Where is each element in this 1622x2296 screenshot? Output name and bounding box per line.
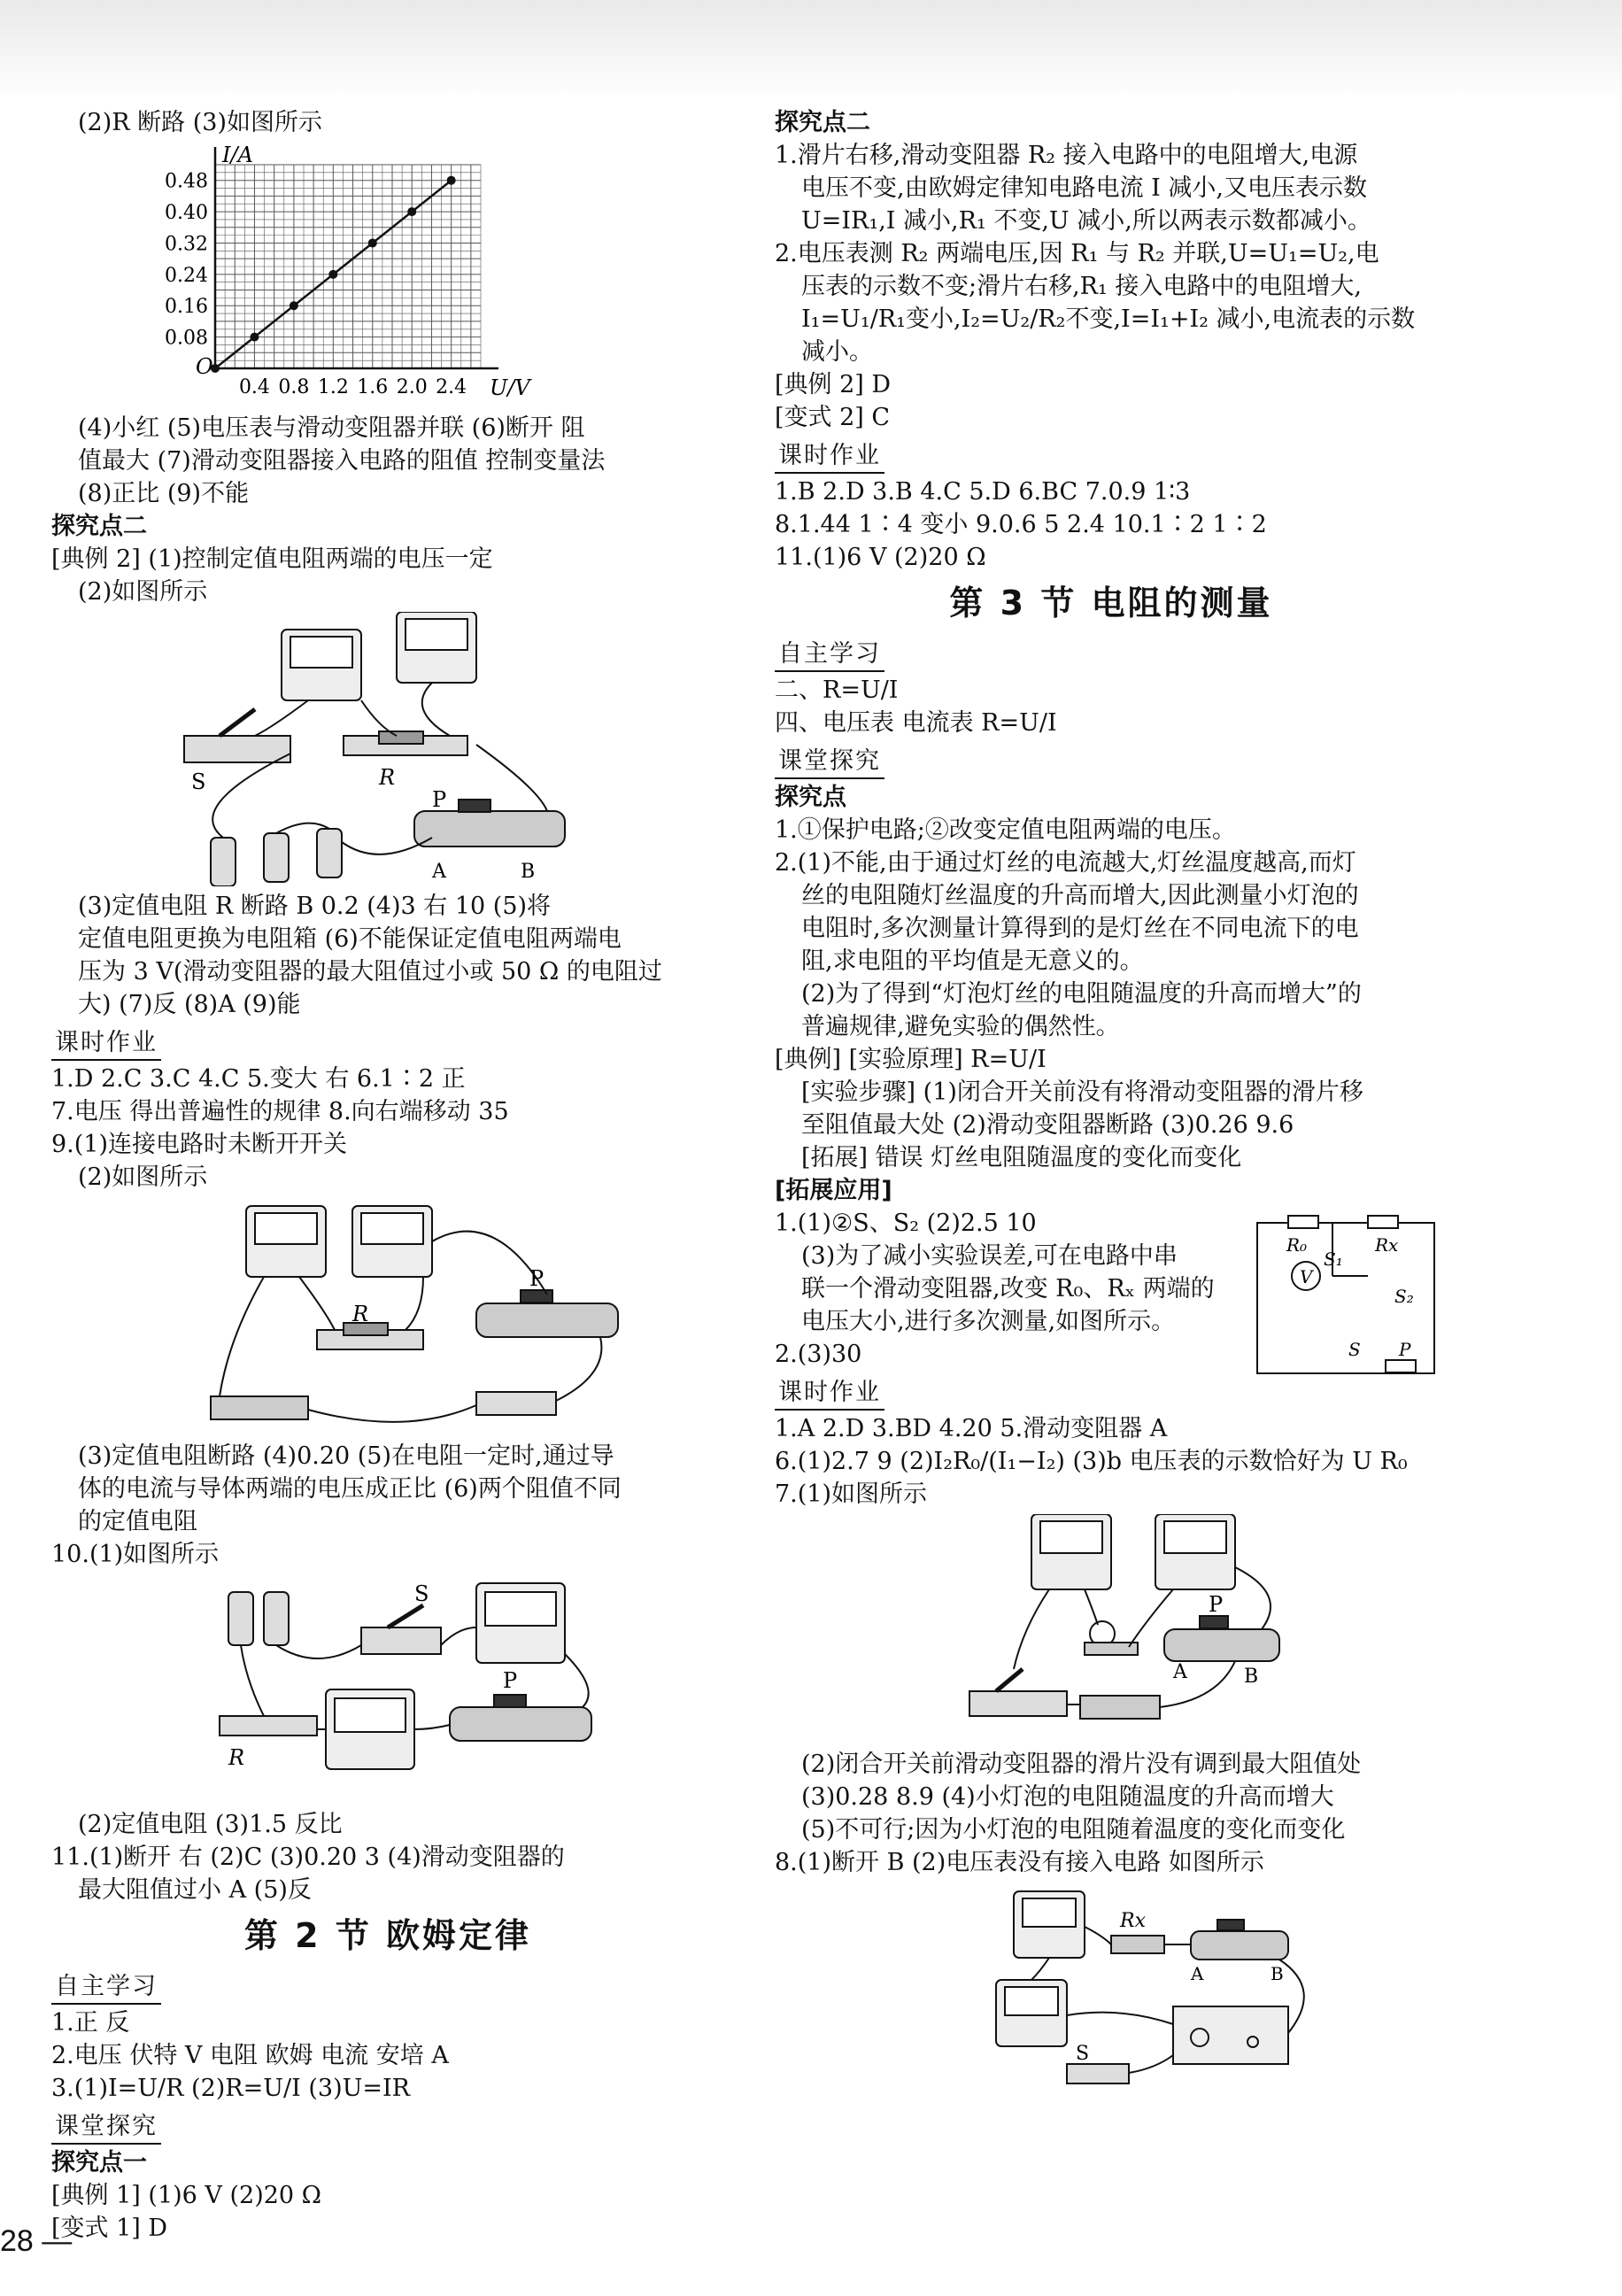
left-column [51,106,724,2245]
circuit-figure-5 [987,1882,1536,2095]
y-tick-label: 0.40 [165,202,208,225]
circuit-figure-2 [193,1197,742,1436]
figure-label: B [1244,1666,1259,1688]
answer-line: [典例 1] (1)6 V (2)20 Ω [51,2182,322,2209]
answer-line: [实验步骤] (1)闭合开关前没有将滑动变阻器的滑片移 [801,1078,1363,1106]
figure-label: P [529,1266,545,1291]
section-title: 第 3 节 电阻的测量 [949,584,1273,622]
x-tick-label: 0.4 [238,376,270,398]
origin-label: O [196,354,213,379]
answer-line: 11.(1)断开 右 (2)C (3)0.20 3 (4)滑动变阻器的 [51,1844,565,1871]
answer-line: 7.(1)如图所示 [775,1480,928,1508]
data-point [447,176,456,185]
answer-line: 值最大 (7)滑动变阻器接入电路的阻值 控制变量法 [78,447,606,475]
answer-line: [变式 2] C [775,404,891,431]
answer-line: 3.(1)I=U/R (2)R=U/I (3)U=IR [51,2075,410,2102]
answer-line: 至阻值最大处 (2)滑动变阻器断路 (3)0.26 9.6 [801,1111,1294,1139]
answer-line: 丝的电阻随灯丝温度的升高而增大,因此测量小灯泡的 [801,882,1359,909]
answer-line: (3)定值电阻 R 断路 B 0.2 (4)3 右 10 (5)将 [78,893,552,920]
x-tick-label: 2.4 [436,376,467,398]
subsection-heading [51,2105,724,2146]
subsection-tag: 课堂探究 [775,745,884,779]
figure-label: S [191,769,206,794]
answer-line: (2)闭合开关前滑动变阻器的滑片没有调到最大阻值处 [801,1751,1362,1778]
circuit-figure-1 [166,612,715,886]
answer-line: (2)为了得到“灯泡灯丝的电阻随温度的升高而增大”的 [801,980,1362,1008]
iu-graph [131,143,627,408]
circuit-figure-3 [211,1574,760,1805]
x-tick-label: 2.0 [396,376,428,398]
subsection-tag: 自主学习 [51,1970,161,2005]
answer-line: (2)定值电阻 (3)1.5 反比 [78,1811,343,1838]
subsection-heading [775,632,1448,674]
y-axis-label: I/A [222,143,253,167]
answer-line: 探究点一 [51,2149,147,2176]
answer-line: 探究点二 [51,513,147,540]
page-number: 28 — [0,2224,73,2258]
answer-line: [拓展应用] [775,1177,892,1204]
subsection-tag: 自主学习 [775,638,884,672]
answer-line: 2.(3)30 [775,1341,862,1368]
figure-label: A [1173,1661,1187,1683]
subsection-tag: 课时作业 [775,1376,884,1411]
answer-line: 联一个滑动变阻器,改变 R₀、Rₓ 两端的 [801,1275,1215,1303]
answer-line: (5)不可行;因为小灯泡的电阻随着温度的变化而变化 [801,1816,1346,1844]
data-point [250,333,259,342]
scan-top-shadow [0,0,1622,99]
answer-line: 9.(1)连接电路时未断开开关 [51,1131,348,1158]
figure-label: S [1076,2043,1090,2065]
answer-line: 8.(1)断开 B (2)电压表没有接入电路 如图所示 [775,1849,1264,1876]
x-axis-label: U/V [490,375,530,400]
answer-line: 普遍规律,避免实验的偶然性。 [801,1013,1120,1040]
answer-line: 电阻时,多次测量计算得到的是灯丝在不同电流下的电 [801,915,1359,942]
figure-label: R [352,1302,369,1326]
answer-line: I₁=U₁/R₁变小,I₂=U₂/R₂不变,I=I₁+I₂ 减小,电流表的示数 [801,305,1416,333]
figure-label: P [503,1668,518,1693]
answer-line: 大) (7)反 (8)A (9)能 [78,991,301,1018]
answer-line: 压为 3 V(滑动变阻器的最大阻值过小或 50 Ω 的电阻过 [78,958,662,986]
answer-line: (2)R 断路 (3)如图所示 [78,109,322,136]
schematic-label: P [1399,1339,1411,1360]
schematic-label: S₁ [1324,1248,1343,1270]
answer-line: 2.(1)不能,由于通过灯丝的电流越大,灯丝温度越高,而灯 [775,849,1356,877]
answer-line: 四、电压表 电流表 R=U/I [775,709,1057,737]
right-column [775,106,1448,2099]
answer-line: 6.(1)2.7 9 (2)I₂R₀/(I₁−I₂) (3)b 电压表的示数恰好为 U R₀ [775,1448,1408,1475]
subsection-tag: 课时作业 [51,1026,161,1061]
figure-label: Rx [1120,1910,1146,1932]
answer-line: 1.滑片右移,滑动变阻器 R₂ 接入电路中的电阻增大,电源 [775,142,1358,169]
answer-line: 2.电压表测 R₂ 两端电压,因 R₁ 与 R₂ 并联,U=U₁=U₂,电 [775,240,1379,267]
circuit-figure-4 [952,1514,1501,1744]
answer-line: 1.D 2.C 3.C 4.C 5.变大 右 6.1∶2 正 [51,1065,466,1093]
answer-line: 1.①保护电路;②改变定值电阻两端的电压。 [775,816,1236,844]
answer-line: 11.(1)6 V (2)20 Ω [775,544,986,571]
answer-line: [拓展] 错误 灯丝电阻随温度的变化而变化 [801,1144,1242,1171]
answer-line: 阻,求电阻的平均值是无意义的。 [801,947,1144,975]
answer-line: [典例] [实验原理] R=U/I [775,1046,1047,1073]
y-tick-label: 0.16 [165,296,208,319]
figure-label: A [1191,1963,1204,1984]
schematic-label: V [1300,1266,1313,1287]
answer-line: (3)0.28 8.9 (4)小灯泡的电阻随温度的升高而增大 [801,1783,1334,1811]
schematic-diagram [1253,1214,1439,1382]
figure-label: S [414,1581,429,1606]
subsection-heading [51,1021,724,1063]
answer-line: [变式 1] D [51,2215,168,2242]
answer-line: 8.1.44 1∶4 变小 9.0.6 5 2.4 10.1∶2 1∶2 [775,511,1267,538]
y-tick-label: 0.48 [165,170,208,193]
answer-line: (4)小红 (5)电压表与滑动变阻器并联 (6)断开 阻 [78,414,585,442]
data-point [407,207,416,216]
answer-line: (3)定值电阻断路 (4)0.20 (5)在电阻一定时,通过导 [78,1442,614,1470]
data-point [328,270,337,279]
answer-line: (2)如图所示 [78,1163,208,1191]
answer-line: [典例 2] D [775,371,892,398]
x-tick-label: 0.8 [278,376,310,398]
subsection-heading [775,739,1448,781]
answer-line: 1.正 反 [51,2009,130,2037]
figure-label: A [432,861,446,883]
answer-line: 10.(1)如图所示 [51,1541,220,1568]
subsection-heading [775,434,1448,475]
answer-line: 2.电压 伏特 V 电阻 欧姆 电流 安培 A [51,2042,449,2069]
answer-line: 1.(1)②S、S₂ (2)2.5 10 [775,1210,1037,1237]
schematic-label: R₀ [1286,1234,1308,1256]
answer-line: 定值电阻更换为电阻箱 (6)不能保证定值电阻两端电 [78,925,622,953]
figure-label: P [432,787,447,812]
y-tick-label: 0.08 [165,327,208,350]
answer-line: U=IR₁,I 减小,R₁ 不变,U 减小,所以两表示数都减小。 [801,207,1371,235]
answer-line: 电压大小,进行多次测量,如图所示。 [801,1308,1176,1335]
x-tick-label: 1.2 [317,376,349,398]
answer-line: 体的电流与导体两端的电压成正比 (6)两个阻值不同 [78,1475,622,1503]
figure-label: B [1271,1963,1284,1984]
figure-label: B [521,861,536,883]
schematic-label: S₂ [1394,1286,1414,1307]
subsection-heading [51,1965,724,2006]
schematic-label: Rx [1375,1234,1399,1256]
answer-line: 二、R=U/I [775,676,899,704]
figure-label: R [379,765,396,790]
y-tick-label: 0.32 [165,233,208,256]
section-title: 第 2 节 欧姆定律 [243,1916,532,1955]
answer-line: (3)为了减小实验误差,可在电路中串 [801,1242,1178,1270]
answer-line: 1.B 2.D 3.B 4.C 5.D 6.BC 7.0.9 1∶3 [775,478,1191,506]
answer-line: 1.A 2.D 3.BD 4.20 5.滑动变阻器 A [775,1415,1168,1442]
answer-line: 电压不变,由欧姆定律知电路电流 I 减小,又电压表示数 [801,174,1367,202]
figure-label: P [1209,1592,1224,1617]
figure-label: R [228,1745,245,1770]
answer-line: 的定值电阻 [78,1508,197,1535]
answer-line: 最大阻值过小 A (5)反 [78,1876,312,1904]
subsection-tag: 课时作业 [775,439,884,474]
answer-line: 7.电压 得出普遍性的规律 8.向右端移动 35 [51,1098,509,1125]
answer-line: (2)如图所示 [78,578,208,606]
answer-line: [典例 2] (1)控制定值电阻两端的电压一定 [51,545,493,573]
y-tick-label: 0.24 [165,264,208,287]
x-tick-label: 1.6 [357,376,389,398]
answer-line: 减小。 [801,338,873,366]
data-point [368,238,377,247]
answer-line: 探究点 [775,784,846,811]
data-point [290,301,298,310]
subsection-tag: 课堂探究 [51,2110,161,2145]
answer-line: (8)正比 (9)不能 [78,480,250,507]
answer-line: 探究点二 [775,109,870,136]
schematic-label: S [1348,1339,1361,1360]
answer-line: 压表的示数不变;滑片右移,R₁ 接入电路中的电阻增大, [801,273,1362,300]
